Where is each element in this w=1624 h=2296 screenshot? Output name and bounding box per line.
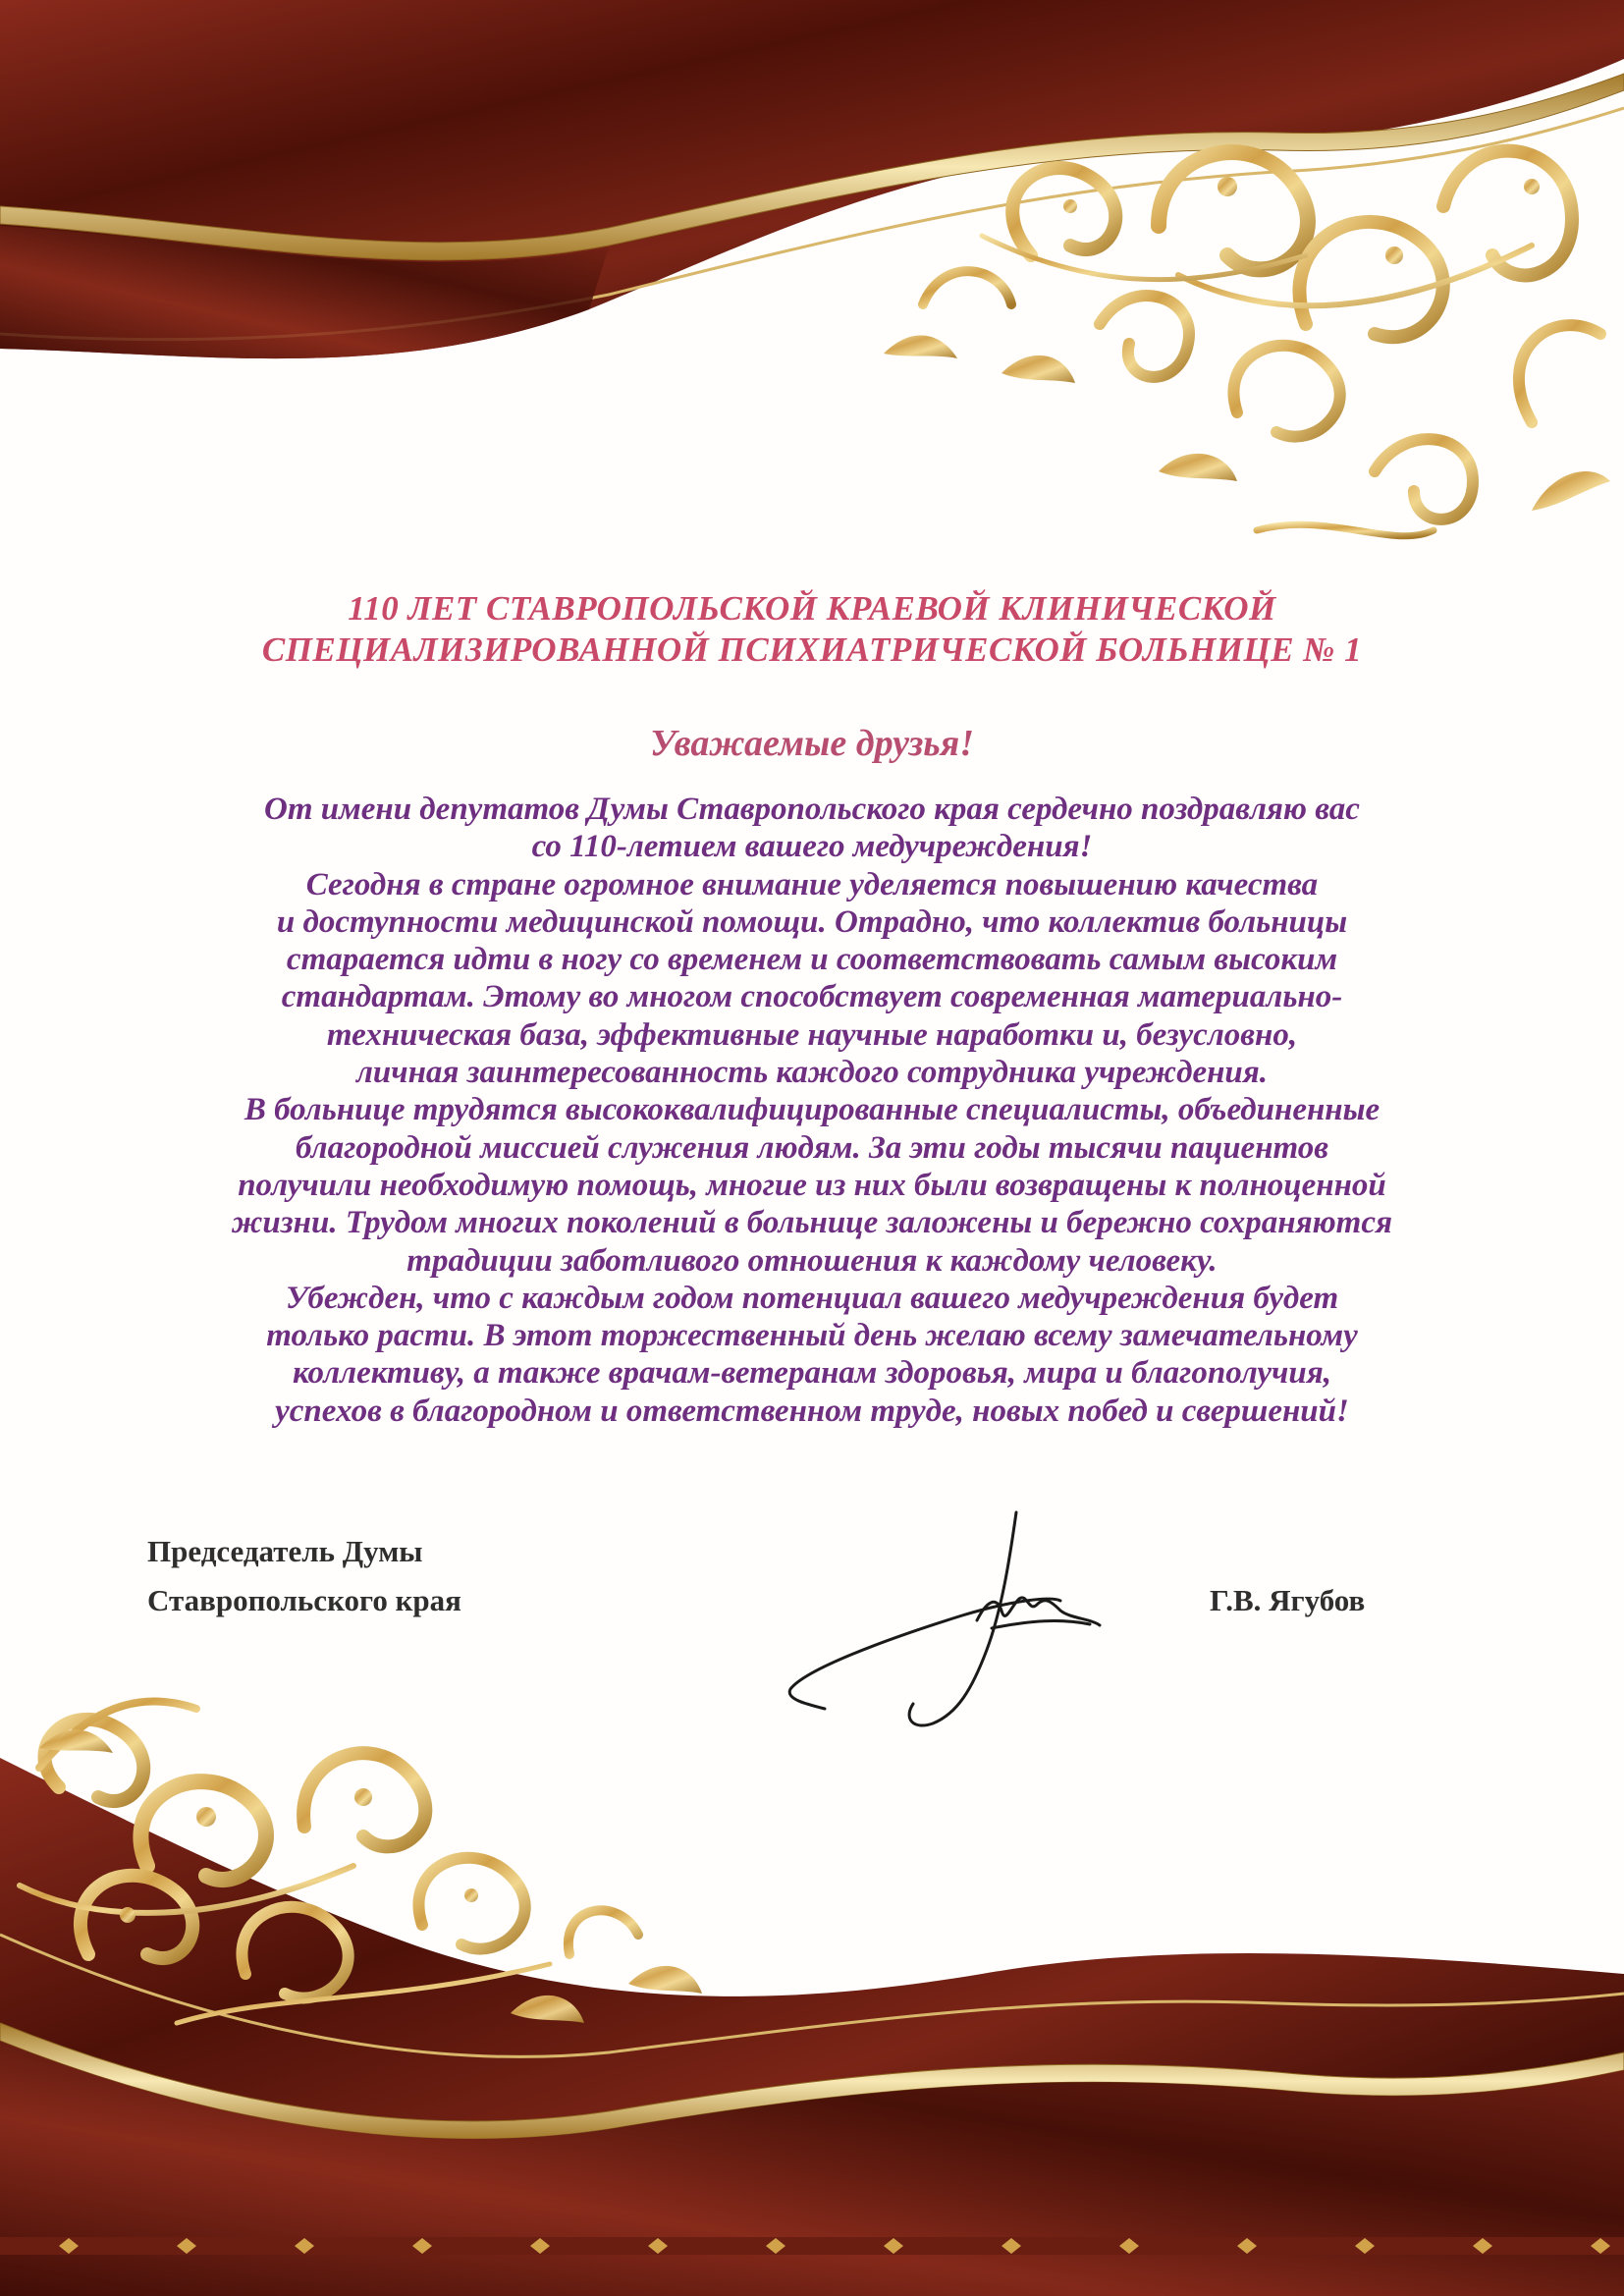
body-line: традиции заботливого отношения к каждому человеку.	[406, 1242, 1218, 1279]
body-line: личная заинтересованность каждого сотрудника учреждения.	[355, 1055, 1269, 1091]
handwritten-signature	[766, 1503, 1119, 1738]
body-line: техническая база, эффективные научные наработки и, безусловно,	[326, 1016, 1298, 1053]
body-line: со 110-летием вашего медучреждения!	[531, 829, 1093, 865]
body-line: От имени депутатов Думы Ставропольского края сердечно поздравляю вас	[264, 792, 1360, 827]
body-line: В больнице трудятся высококвалифицированные специалисты, объединенные	[244, 1092, 1380, 1128]
body-line: стандартам. Этому во многом способствует современная материально-	[281, 979, 1343, 1015]
body-line: получили необходимую помощь, многие из них были возвращены к полноценной	[238, 1167, 1386, 1203]
greeting: Уважаемые друзья!	[649, 723, 974, 764]
letter-title-line-2: СПЕЦИАЛИЗИРОВАННОЙ ПСИХИАТРИЧЕСКОЙ БОЛЬНИЦЕ № 1	[261, 630, 1363, 669]
body-line: Сегодня в стране огромное внимание уделяется повышению качества	[305, 866, 1319, 902]
body-line: коллективу, а также врачам-ветеранам здоровья, мира и благополучия,	[293, 1355, 1331, 1392]
signer-position-line-2: Ставропольского края	[147, 1583, 461, 1617]
body-line: и доступности медицинской помощи. Отрадно, что коллектив больницы	[276, 903, 1348, 940]
letter-title-line-1: 110 ЛЕТ СТАВРОПОЛЬСКОЙ КРАЕВОЙ КЛИНИЧЕСКОЙ	[348, 589, 1276, 628]
body-line: успехов в благородном и ответственном труде, новых побед и свершений!	[275, 1393, 1349, 1429]
signer-position-line-1: Председатель Думы	[147, 1534, 423, 1568]
body-line: Убежден, что с каждым годом потенциал вашего медучреждения будет	[285, 1280, 1339, 1316]
signer-name: Г.В. Ягубов	[1210, 1583, 1366, 1617]
letter-body	[79, 791, 1545, 1430]
body-line: жизни. Трудом многих поколений в больнице заложены и бережно сохраняются	[232, 1205, 1392, 1241]
body-line: только расти. В этот торжественный день желаю всему замечательному	[266, 1318, 1358, 1354]
body-line: благородной миссией служения людям. За эти годы тысячи пациентов	[296, 1129, 1328, 1166]
body-line: старается идти в ногу со временем и соответствовать самым высоким	[286, 942, 1338, 978]
